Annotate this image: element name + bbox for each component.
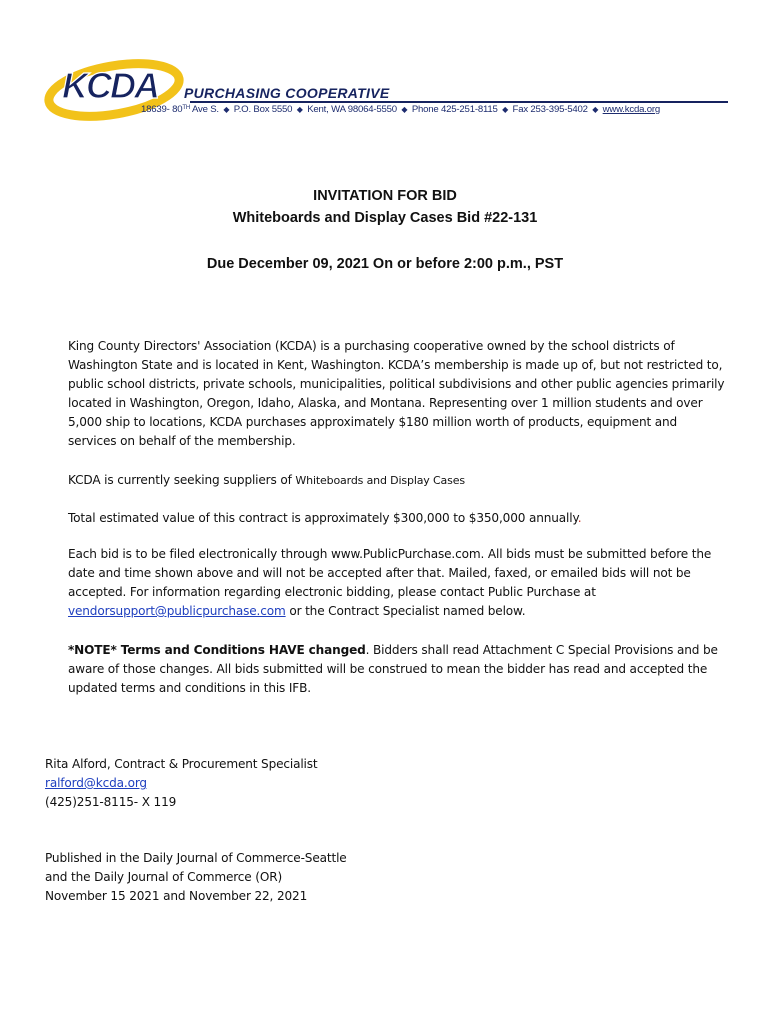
seeking-prefix: KCDA is currently seeking suppliers of bbox=[68, 473, 296, 487]
address-po-box: P.O. Box 5550 bbox=[233, 104, 293, 115]
bullet-separator-icon: ◆ bbox=[296, 105, 303, 114]
published-line-2: and the Daily Journal of Commerce (OR) bbox=[45, 870, 283, 884]
filing-suffix: or the Contract Specialist named below. bbox=[285, 604, 526, 618]
bid-subtitle: Whiteboards and Display Cases Bid #22-131 bbox=[232, 210, 538, 226]
value-text: Total estimated value of this contract is approximately $300,000 to $350,000 annually bbox=[68, 511, 578, 525]
value-paragraph bbox=[68, 509, 728, 528]
filing-text: Each bid is to be filed electronically through www.PublicPurchase.com. All bids must be submitted before the date and time shown above and will not be accepted after that. Mailed, faxed, or emailed bids will not be accepted. For information regarding electronic bidding, please contact Public Purchase at bbox=[68, 547, 712, 599]
vendor-support-email-link[interactable]: vendorsupport@publicpurchase.com bbox=[68, 604, 286, 618]
note-bold: *NOTE* Terms and Conditions HAVE changed bbox=[68, 643, 366, 657]
value-period: . bbox=[577, 511, 582, 525]
contact-email-link[interactable]: ralford@kcda.org bbox=[45, 776, 147, 790]
letterhead-rule bbox=[190, 101, 728, 103]
contact-name: Rita Alford, Contract & Procurement Specialist bbox=[45, 757, 318, 771]
filing-paragraph bbox=[68, 545, 728, 621]
published-line-1: Published in the Daily Journal of Commerce-Seattle bbox=[45, 851, 347, 865]
address-street: 18639- 80 bbox=[141, 104, 183, 115]
website-link[interactable]: www.kcda.org bbox=[602, 104, 660, 115]
address-street-rest: Ave S. bbox=[190, 104, 219, 115]
address-phone: Phone 425-251-8115 bbox=[411, 104, 498, 115]
published-line-3: November 15 2021 and November 22, 2021 bbox=[45, 889, 308, 903]
cooperative-title: PURCHASING COOPERATIVE bbox=[184, 85, 390, 101]
address-ordinal: TH bbox=[182, 105, 191, 111]
contact-block bbox=[45, 755, 645, 812]
bid-due-date: Due December 09, 2021 On or before 2:00 p.m., PST bbox=[206, 256, 564, 272]
address-fax: Fax 253-395-5402 bbox=[512, 104, 588, 115]
bullet-separator-icon: ◆ bbox=[401, 105, 408, 114]
contact-phone: (425)251-8115- X 119 bbox=[45, 795, 177, 809]
note-text: . Bidders shall read Attachment C Special Provisions and be aware of those changes. All bids submitted will be construed to mean the bidder has read and accepted the updated terms and conditions in this IFB. bbox=[68, 643, 718, 695]
note-paragraph bbox=[68, 641, 728, 698]
publication-block bbox=[45, 849, 645, 906]
letterhead-address bbox=[141, 104, 660, 115]
seeking-paragraph bbox=[68, 471, 728, 490]
bullet-separator-icon: ◆ bbox=[502, 105, 509, 114]
bullet-separator-icon: ◆ bbox=[592, 105, 599, 114]
bullet-separator-icon: ◆ bbox=[223, 105, 230, 114]
address-city: Kent, WA 98064-5550 bbox=[307, 104, 397, 115]
intro-paragraph: King County Directors' Association (KCDA) is a purchasing cooperative owned by the school districts of Washington State and is located in Kent, Washington. KCDA’s membership is made up of, but not restricted to, public school districts, private schools, municipalities, political subdivisions and other public agencies primarily located in Washington, Oregon, Idaho, Alaska, and Montana. Representing over 1 million students and over 5,000 ship to locations, KCDA purchases approximately $180 million worth of products, equipment and services on behalf of the membership. bbox=[68, 339, 725, 448]
logo-lettering: KCDA bbox=[62, 65, 158, 106]
seeking-item: Whiteboards and Display Cases bbox=[295, 474, 465, 487]
bid-title: INVITATION FOR BID bbox=[313, 188, 457, 204]
